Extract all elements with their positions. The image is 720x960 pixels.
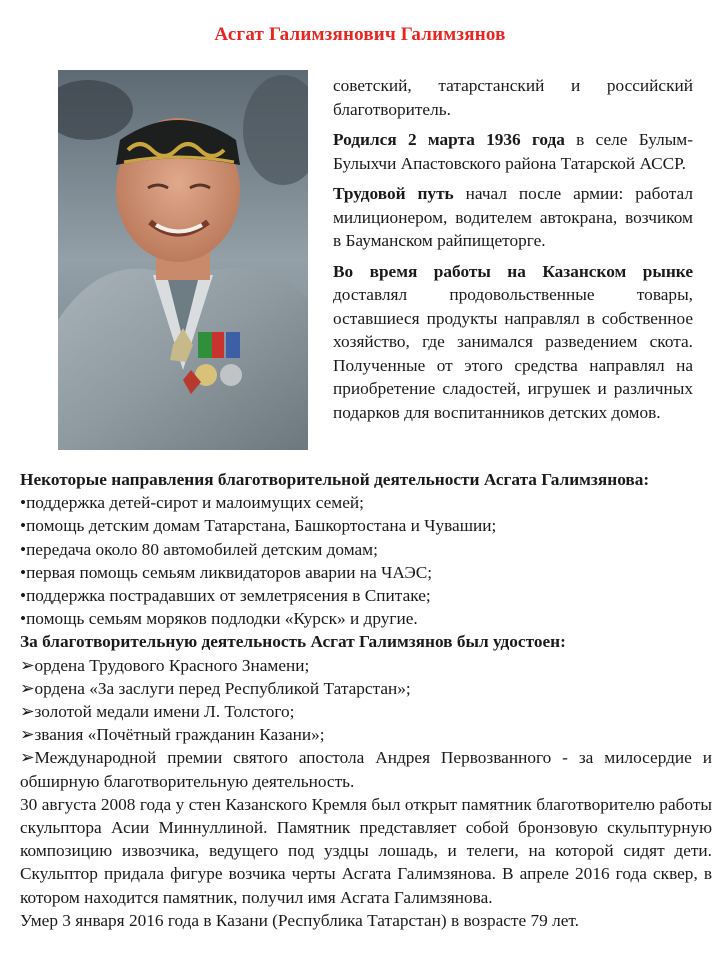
award-item: ордена Трудового Красного Знамени;: [34, 655, 310, 675]
bullet-marker: •: [20, 539, 27, 559]
intro-paragraph-3: [333, 182, 693, 253]
arrow-marker-icon: ➢: [20, 725, 35, 745]
list-item: [20, 607, 712, 630]
intro-paragraph-4: [333, 260, 693, 425]
portrait-photo: [58, 70, 308, 450]
bullet-marker: •: [20, 562, 27, 582]
bullet-marker: •: [20, 609, 27, 629]
birth-text: в селе Булым-Булыхчи Апастовского района Татарской АССР.: [333, 130, 693, 173]
list-item: [20, 700, 712, 723]
bullet-marker: •: [20, 516, 27, 536]
charity-heading: Некоторые направления благотворительной деятельности Асгата Галимзянова:: [20, 470, 650, 489]
list-item: [20, 723, 712, 746]
charity-item: помощь детским домам Татарстана, Башкортостана и Чувашии;: [26, 516, 497, 536]
monument-paragraph: 30 августа 2008 года у стен Казанского Кремля был открыт памятник благотворителю работы скульптора Асии Миннуллиной. Памятник представляет собой бронзовую скульптурную композицию извозчика, ведущего под уздцы лошадь, и телеги, на которой сидят дети. Скульптор придала фигуре возчика черты Асгата Галимзянова. В апреле 2016 года сквер, в котором находится памятник, получил имя Асгата Галимзянова.: [20, 794, 712, 907]
award-item: ордена «За заслуги перед Республикой Татарстан»;: [34, 678, 411, 698]
list-item: [20, 491, 712, 514]
list-item: [20, 746, 712, 792]
intro-paragraph-2: [333, 128, 693, 175]
intro-paragraph-1: советский, татарстанский и российский благотворитель.: [333, 76, 693, 119]
charity-item: помощь семьям моряков подлодки «Курск» и другие.: [26, 609, 418, 629]
list-item: [20, 538, 712, 561]
death-paragraph: Умер 3 января 2016 года в Казани (Республика Татарстан) в возрасте 79 лет.: [20, 910, 579, 930]
portrait-illustration: [58, 70, 308, 450]
award-item: Международной премии святого апостола Андрея Первозванного - за милосердие и обширную благотворительную деятельность.: [20, 748, 712, 791]
arrow-marker-icon: ➢: [20, 678, 35, 698]
charity-item: передача около 80 автомобилей детским домам;: [26, 539, 378, 559]
career-label: Трудовой путь: [333, 184, 454, 203]
main-body: [20, 468, 712, 932]
charity-item: первая помощь семьям ликвидаторов аварии на ЧАЭС;: [26, 562, 433, 582]
page-title: Асгат Галимзянович Галимзянов: [214, 24, 506, 45]
birth-label: Родился 2 марта 1936 года: [333, 130, 565, 149]
list-item: [20, 514, 712, 537]
list-item: [20, 584, 712, 607]
list-item: [20, 677, 712, 700]
charity-item: поддержка пострадавших от землетрясения в Спитаке;: [26, 586, 431, 606]
award-item: звания «Почётный гражданин Казани»;: [34, 725, 325, 745]
intro-column: [333, 74, 693, 431]
market-text: доставлял продовольственные товары, оставшиеся продукты направлял в собственное хозяйство, где занимался разведением скота. Полученные от этого средства направлял на приобретение сладостей, игрушек и различных подарков для воспитанников детских домов.: [333, 285, 693, 422]
list-item: [20, 561, 712, 584]
market-label: Во время работы на Казанском рынке: [333, 261, 693, 281]
list-item: [20, 654, 712, 677]
awards-heading: За благотворительную деятельность Асгат Галимзянов был удостоен:: [20, 632, 566, 652]
charity-item: поддержка детей-сирот и малоимущих семей;: [26, 493, 364, 513]
bullet-marker: •: [20, 586, 27, 606]
bullet-marker: •: [20, 493, 27, 513]
arrow-marker-icon: ➢: [20, 748, 35, 768]
arrow-marker-icon: ➢: [20, 655, 35, 675]
arrow-marker-icon: ➢: [20, 702, 35, 722]
award-item: золотой медали имени Л. Толстого;: [34, 702, 295, 722]
career-text: начал после армии: работал милиционером, водителем автокрана, возчиком в Бауманском райпищеторге.: [333, 184, 693, 250]
